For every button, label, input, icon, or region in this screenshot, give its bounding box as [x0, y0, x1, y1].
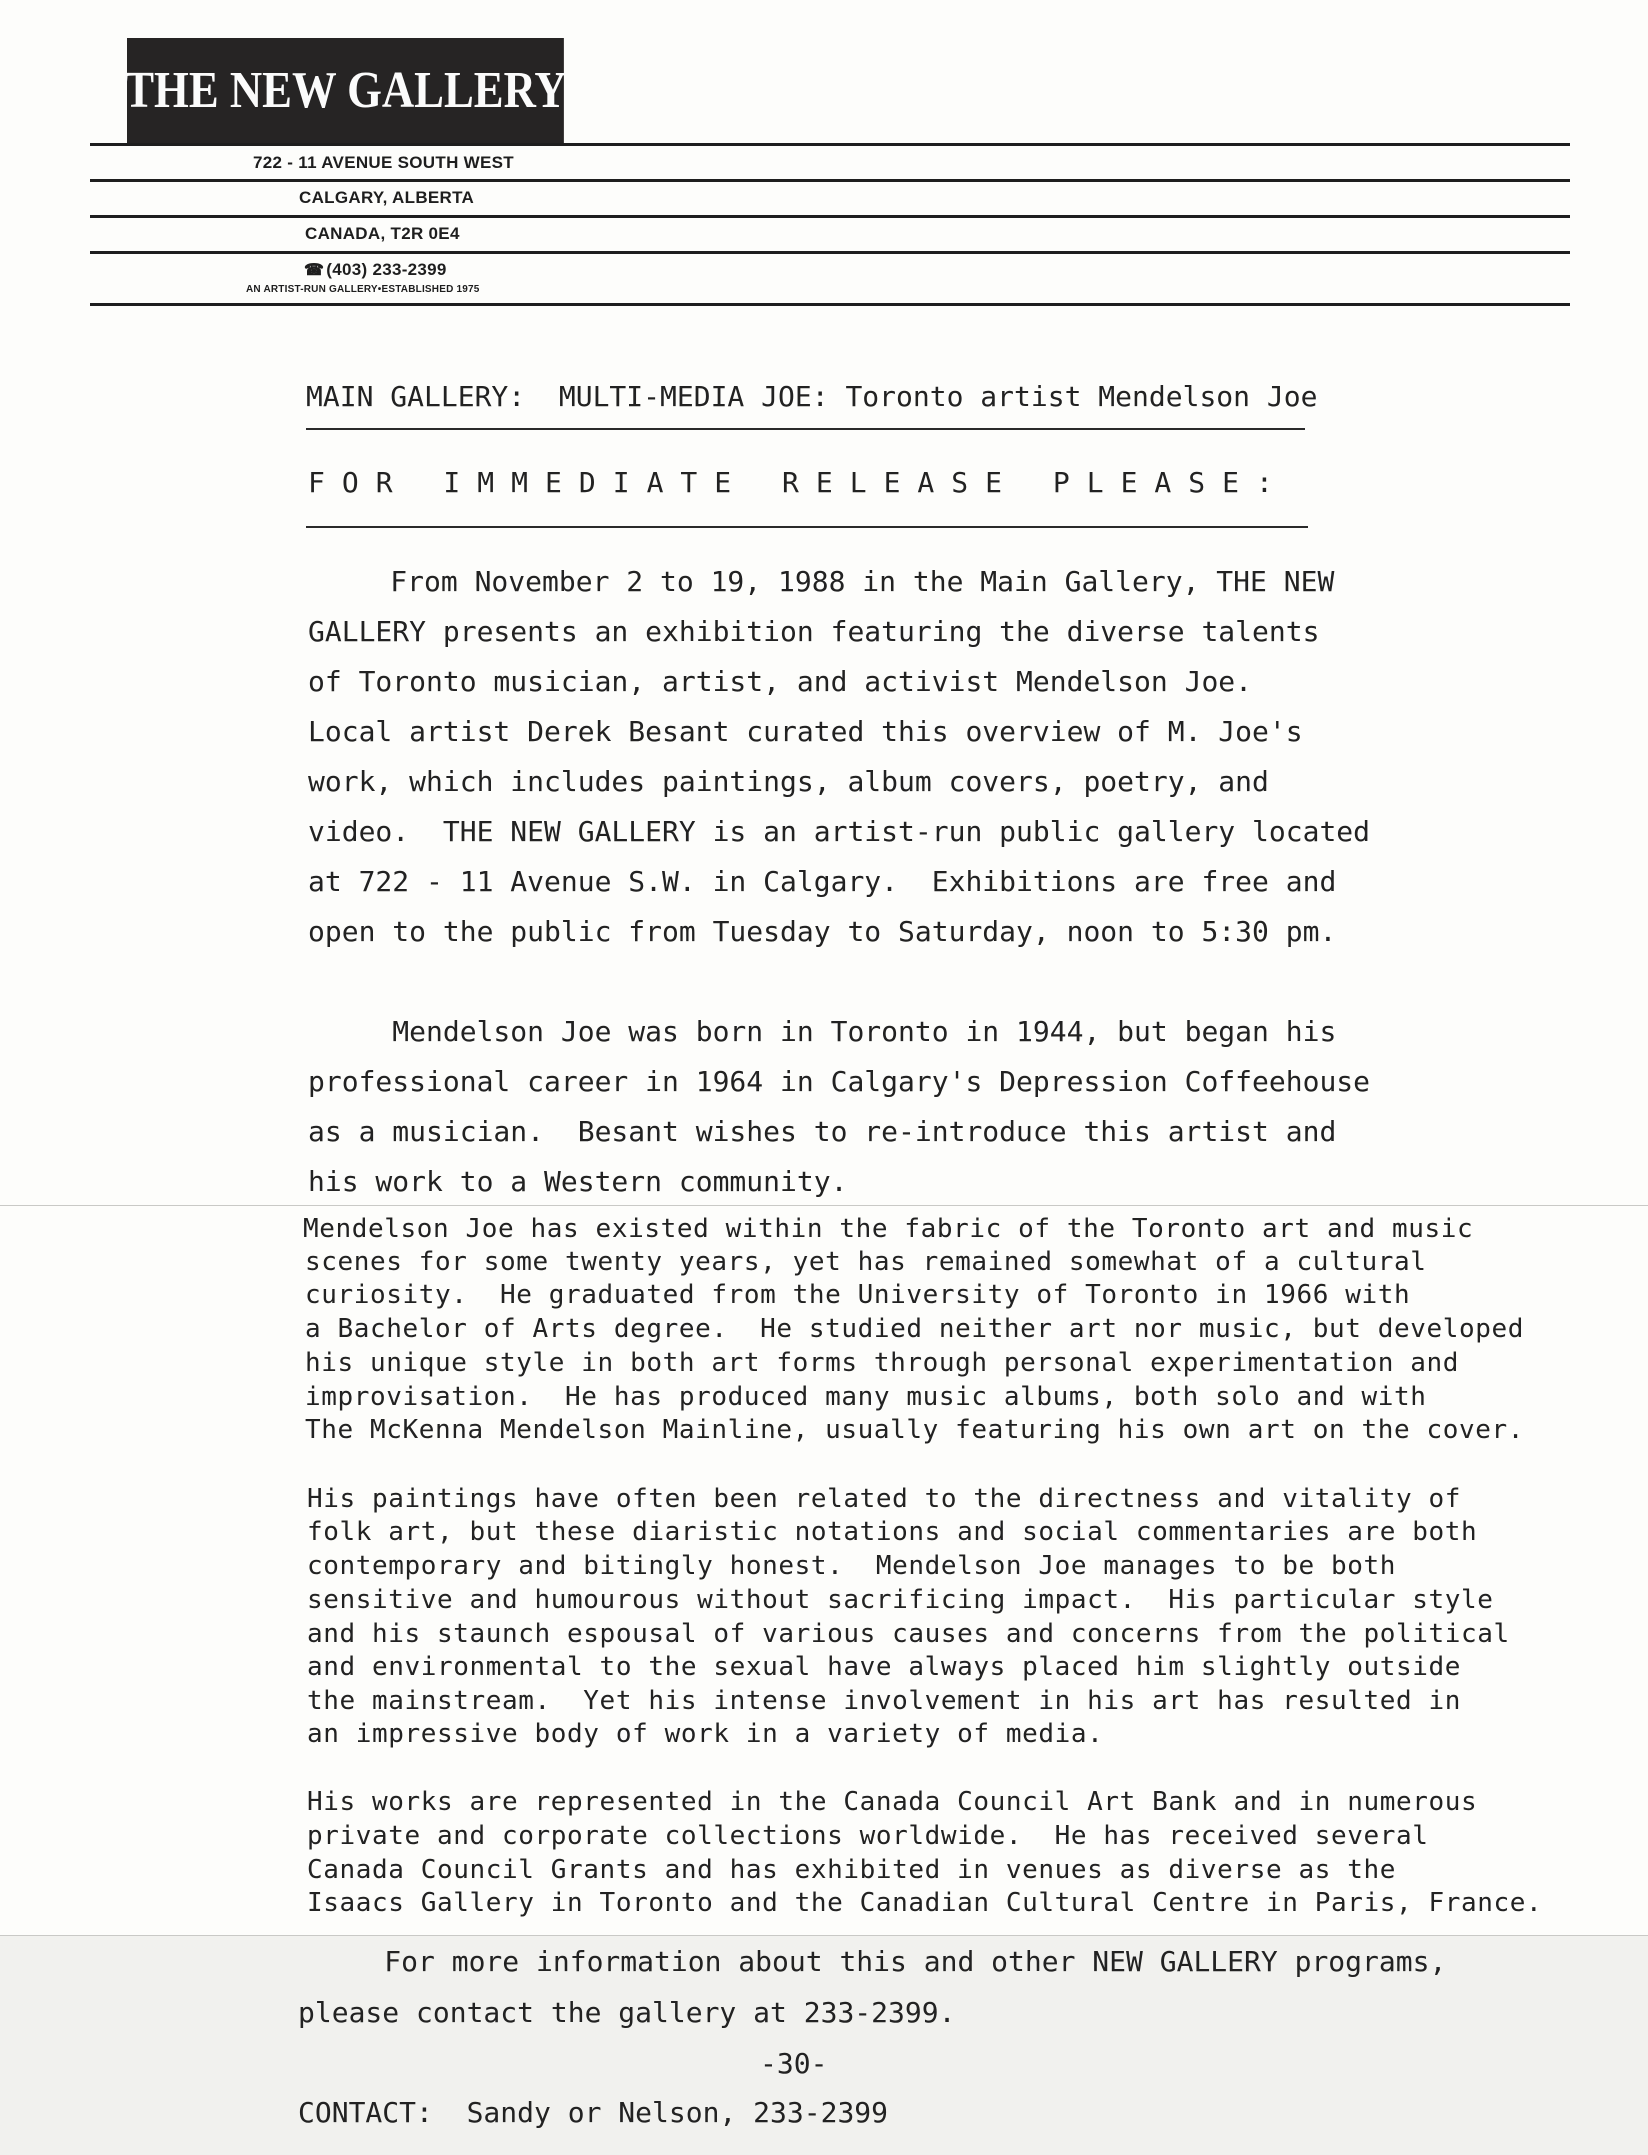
info-line: please contact the gallery at 233-2399.	[298, 1996, 956, 2029]
gallery-logo	[124, 38, 567, 143]
end-mark: -30-	[760, 2047, 828, 2080]
paste-seam	[0, 1205, 1648, 1206]
paragraph-line: Mendelson Joe was born in Toronto in 1944, but began his	[308, 1015, 1337, 1048]
paragraph-line: a Bachelor of Arts degree. He studied neither art nor music, but developed	[305, 1314, 1524, 1344]
paragraph-line: His works are represented in the Canada Council Art Bank and in numerous	[307, 1787, 1478, 1817]
paragraph-line: folk art, but these diaristic notations and social commentaries are both	[307, 1517, 1478, 1547]
paragraph-line: Canada Council Grants and has exhibited in venues as diverse as the	[307, 1855, 1396, 1885]
letterhead-rule	[90, 143, 1570, 146]
address-line-1: 722 - 11 AVENUE SOUTH WEST	[253, 153, 514, 172]
paragraph-line: his unique style in both art forms through personal experimentation and	[305, 1348, 1459, 1378]
paragraph-line: and environmental to the sexual have always placed him slightly outside	[307, 1652, 1461, 1682]
letterhead-rule	[90, 251, 1570, 254]
paragraph-line: and his staunch espousal of various causes and concerns from the political	[307, 1619, 1510, 1649]
gallery-name: THE NEW GALLERY	[124, 62, 567, 119]
paragraph-line: open to the public from Tuesday to Saturday, noon to 5:30 pm.	[308, 915, 1337, 948]
paragraph-line: of Toronto musician, artist, and activist Mendelson Joe.	[308, 665, 1253, 698]
paragraph-line: GALLERY presents an exhibition featuring the diverse talents	[308, 615, 1320, 648]
release-title: MAIN GALLERY: MULTI-MEDIA JOE: Toronto artist Mendelson Joe	[306, 380, 1318, 413]
paragraph-line: Mendelson Joe has existed within the fabric of the Toronto art and music	[303, 1214, 1474, 1244]
paragraph-line: Isaacs Gallery in Toronto and the Canadian Cultural Centre in Paris, France.	[307, 1888, 1543, 1918]
letterhead-rule	[90, 303, 1570, 306]
paragraph-line: sensitive and humourous without sacrificing impact. His particular style	[307, 1585, 1494, 1615]
address-line-2: CALGARY, ALBERTA	[299, 188, 475, 207]
telephone-icon: ☎	[304, 262, 325, 279]
paragraph-line: contemporary and bitingly honest. Mendelson Joe manages to be both	[307, 1551, 1396, 1581]
paragraph-line: at 722 - 11 Avenue S.W. in Calgary. Exhibitions are free and	[308, 865, 1337, 898]
phone-number-row	[304, 260, 447, 280]
paragraph-line: Local artist Derek Besant curated this overview of M. Joe's	[308, 715, 1303, 748]
paragraph-line: The McKenna Mendelson Mainline, usually featuring his own art on the cover.	[305, 1415, 1524, 1445]
paragraph-line: his work to a Western community.	[308, 1165, 848, 1198]
release-underline	[306, 526, 1308, 528]
gallery-tagline: AN ARTIST-RUN GALLERY•ESTABLISHED 1975	[246, 284, 480, 295]
title-underline	[306, 428, 1305, 430]
phone-number: (403) 233-2399	[326, 260, 447, 279]
paragraph-line: improvisation. He has produced many music albums, both solo and with	[305, 1382, 1427, 1412]
letterhead-rule	[90, 215, 1570, 218]
paragraph-line: video. THE NEW GALLERY is an artist-run public gallery located	[308, 815, 1371, 848]
paragraph-line: professional career in 1964 in Calgary's Depression Coffeehouse	[308, 1065, 1371, 1098]
paragraph-line: curiosity. He graduated from the University of Toronto in 1966 with	[305, 1280, 1411, 1310]
paragraph-line: work, which includes paintings, album covers, poetry, and	[308, 765, 1269, 798]
paragraph-line: an impressive body of work in a variety of media.	[307, 1719, 1104, 1749]
paragraph-line: the mainstream. Yet his intense involvement in his art has resulted in	[307, 1686, 1461, 1716]
paragraph-line: scenes for some twenty years, yet has remained somewhat of a cultural	[305, 1247, 1427, 1277]
paragraph-line: as a musician. Besant wishes to re-introduce this artist and	[308, 1115, 1337, 1148]
address-line-3: CANADA, T2R 0E4	[305, 224, 460, 243]
paragraph-line: From November 2 to 19, 1988 in the Main Gallery, THE NEW	[306, 565, 1335, 598]
letterhead-rule	[90, 179, 1570, 182]
info-line: For more information about this and other NEW GALLERY programs,	[300, 1945, 1447, 1978]
paragraph-line: private and corporate collections worldwide. He has received several	[307, 1821, 1429, 1851]
paragraph-line: His paintings have often been related to the directness and vitality of	[307, 1484, 1461, 1514]
immediate-release-heading: FOR IMMEDIATE RELEASE PLEASE:	[308, 466, 1290, 499]
contact-line: CONTACT: Sandy or Nelson, 233-2399	[298, 2096, 889, 2129]
